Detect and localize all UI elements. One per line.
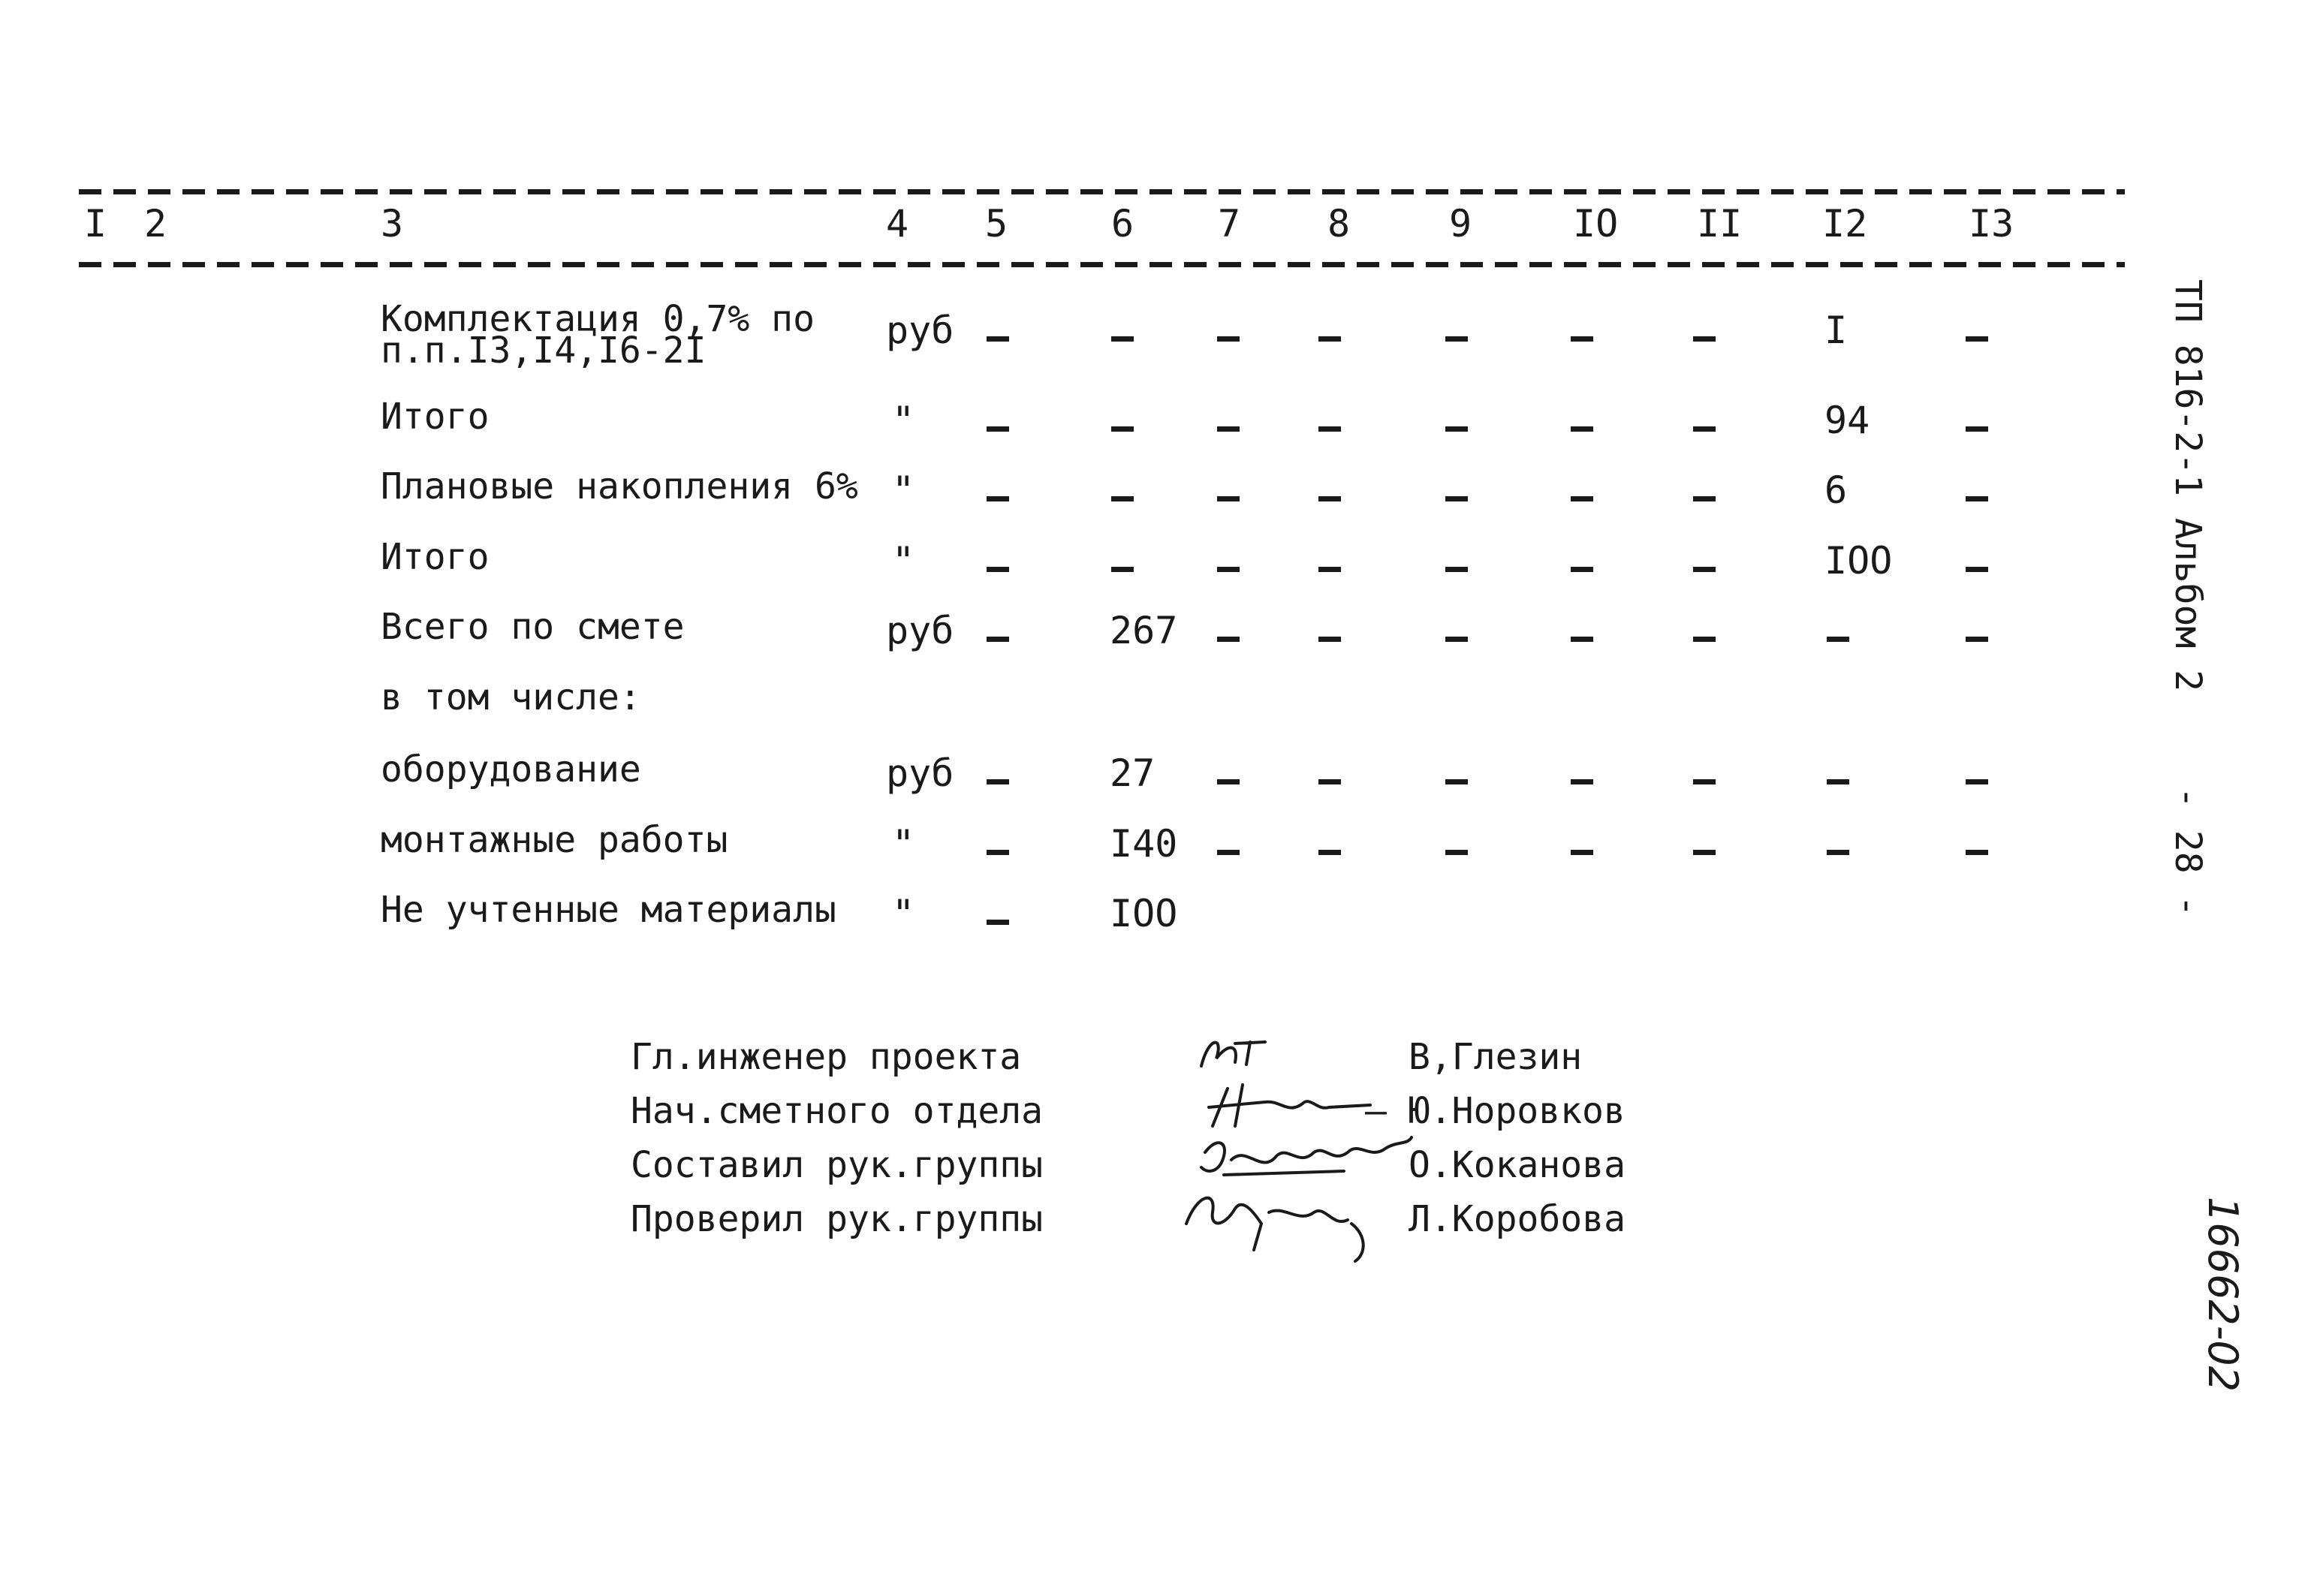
- row-label: монтажные работы: [381, 819, 728, 861]
- empty-cell-dash: [1111, 426, 1134, 432]
- album-title: ТП 816-2-1 Альбом 2: [2167, 279, 2209, 692]
- row-label: Комплектация 0,7% по: [381, 298, 815, 340]
- empty-cell-dash: [1966, 637, 1988, 642]
- empty-cell-dash: [987, 779, 1009, 784]
- empty-cell-dash: [1693, 496, 1716, 501]
- column-header-3: 3: [381, 202, 404, 245]
- empty-cell-dash: [987, 336, 1009, 342]
- row-label: Всего по смете: [381, 606, 685, 648]
- signature-name: — Ю.Норовков: [1365, 1090, 1626, 1132]
- row-unit: ": [892, 539, 915, 583]
- signature-name: В,Глезин: [1409, 1036, 1583, 1078]
- signature-glezin: [1194, 1028, 1276, 1074]
- column-header-2: 2: [144, 202, 167, 245]
- empty-cell-dash: [987, 426, 1009, 432]
- empty-cell-dash: [1693, 850, 1716, 855]
- signature-name: Л.Коробова: [1409, 1198, 1626, 1240]
- empty-cell-dash: [1318, 426, 1341, 432]
- empty-cell-dash: [1571, 779, 1593, 784]
- row-value-col12: IOO: [1824, 539, 1893, 583]
- row-unit: ": [892, 399, 915, 442]
- column-header-6: 6: [1111, 202, 1134, 245]
- empty-cell-dash: [1111, 567, 1134, 572]
- empty-cell-dash: [1571, 637, 1593, 642]
- column-header-12: I2: [1822, 202, 1868, 245]
- column-header-8: 8: [1327, 202, 1351, 245]
- empty-cell-dash: [1571, 426, 1593, 432]
- header-top-rule: [79, 189, 2125, 194]
- empty-cell-dash: [1571, 850, 1593, 855]
- empty-cell-dash: [1217, 779, 1240, 784]
- empty-cell-dash: [1693, 779, 1716, 784]
- empty-cell-dash: [1827, 850, 1849, 855]
- row-label: п.п.I3,I4,I6-2I: [381, 330, 707, 372]
- empty-cell-dash: [1966, 850, 1988, 855]
- header-bottom-rule: [79, 262, 2125, 267]
- column-header-1: I: [84, 202, 107, 245]
- empty-cell-dash: [1571, 336, 1593, 342]
- empty-cell-dash: [1693, 567, 1716, 572]
- row-value-col6: 27: [1110, 751, 1156, 795]
- page-number: - 28 -: [2167, 787, 2209, 917]
- empty-cell-dash: [1693, 336, 1716, 342]
- row-label: Плановые накопления 6%: [381, 465, 858, 507]
- empty-cell-dash: [1445, 567, 1468, 572]
- signature-role: Составил рук.группы: [631, 1144, 1044, 1186]
- empty-cell-dash: [1445, 336, 1468, 342]
- row-unit: руб: [886, 609, 954, 652]
- row-label: Не учтенные материалы: [381, 889, 836, 931]
- empty-cell-dash: [987, 850, 1009, 855]
- signature-norovkov: [1198, 1081, 1385, 1134]
- empty-cell-dash: [1827, 637, 1849, 642]
- signature-korobova: [1179, 1182, 1389, 1265]
- row-value-col12: I: [1824, 309, 1848, 352]
- empty-cell-dash: [1318, 567, 1341, 572]
- empty-cell-dash: [1318, 336, 1341, 342]
- row-value-col6: IOO: [1110, 892, 1178, 935]
- column-header-11: II: [1697, 202, 1743, 245]
- empty-cell-dash: [987, 496, 1009, 501]
- empty-cell-dash: [1827, 779, 1849, 784]
- empty-cell-dash: [1445, 779, 1468, 784]
- empty-cell-dash: [1693, 637, 1716, 642]
- signature-kokanova: [1194, 1130, 1419, 1190]
- empty-cell-dash: [987, 920, 1009, 925]
- empty-cell-dash: [1966, 779, 1988, 784]
- empty-cell-dash: [1966, 496, 1988, 501]
- signature-role: Проверил рук.группы: [631, 1198, 1044, 1240]
- empty-cell-dash: [1217, 336, 1240, 342]
- empty-cell-dash: [1217, 567, 1240, 572]
- signature-role: Нач.сметного отдела: [631, 1090, 1044, 1132]
- column-header-13: I3: [1969, 202, 2014, 245]
- column-header-4: 4: [886, 202, 909, 245]
- row-unit: ": [892, 468, 915, 512]
- empty-cell-dash: [1445, 496, 1468, 501]
- empty-cell-dash: [1445, 426, 1468, 432]
- empty-cell-dash: [1445, 637, 1468, 642]
- empty-cell-dash: [1318, 779, 1341, 784]
- empty-cell-dash: [1318, 496, 1341, 501]
- row-unit: ": [892, 822, 915, 866]
- row-unit: ": [892, 892, 915, 935]
- empty-cell-dash: [987, 637, 1009, 642]
- row-value-col6: 267: [1110, 609, 1178, 652]
- empty-cell-dash: [1445, 850, 1468, 855]
- signature-name: О.Коканова: [1409, 1144, 1626, 1186]
- empty-cell-dash: [1111, 496, 1134, 501]
- empty-cell-dash: [1571, 567, 1593, 572]
- empty-cell-dash: [1217, 426, 1240, 432]
- empty-cell-dash: [1571, 496, 1593, 501]
- empty-cell-dash: [1966, 336, 1988, 342]
- signature-role: Гл.инженер проекта: [631, 1036, 1022, 1078]
- empty-cell-dash: [1217, 496, 1240, 501]
- empty-cell-dash: [1693, 426, 1716, 432]
- document-code: 16662-02: [2199, 1197, 2246, 1392]
- column-header-5: 5: [985, 202, 1008, 245]
- row-value-col12: 6: [1824, 468, 1848, 512]
- empty-cell-dash: [987, 567, 1009, 572]
- empty-cell-dash: [1966, 426, 1988, 432]
- row-value-col12: 94: [1824, 399, 1870, 442]
- empty-cell-dash: [1217, 637, 1240, 642]
- row-label: в том числе:: [381, 676, 641, 718]
- row-label: Итого: [381, 396, 490, 438]
- empty-cell-dash: [1966, 567, 1988, 572]
- column-header-10: IO: [1573, 202, 1619, 245]
- column-header-7: 7: [1218, 202, 1241, 245]
- row-unit: руб: [886, 751, 954, 795]
- row-label: Итого: [381, 536, 490, 578]
- row-unit: руб: [886, 309, 954, 352]
- column-header-9: 9: [1449, 202, 1472, 245]
- empty-cell-dash: [1318, 850, 1341, 855]
- row-label: оборудование: [381, 748, 641, 790]
- empty-cell-dash: [1318, 637, 1341, 642]
- empty-cell-dash: [1217, 850, 1240, 855]
- empty-cell-dash: [1111, 336, 1134, 342]
- row-value-col6: I40: [1110, 822, 1178, 866]
